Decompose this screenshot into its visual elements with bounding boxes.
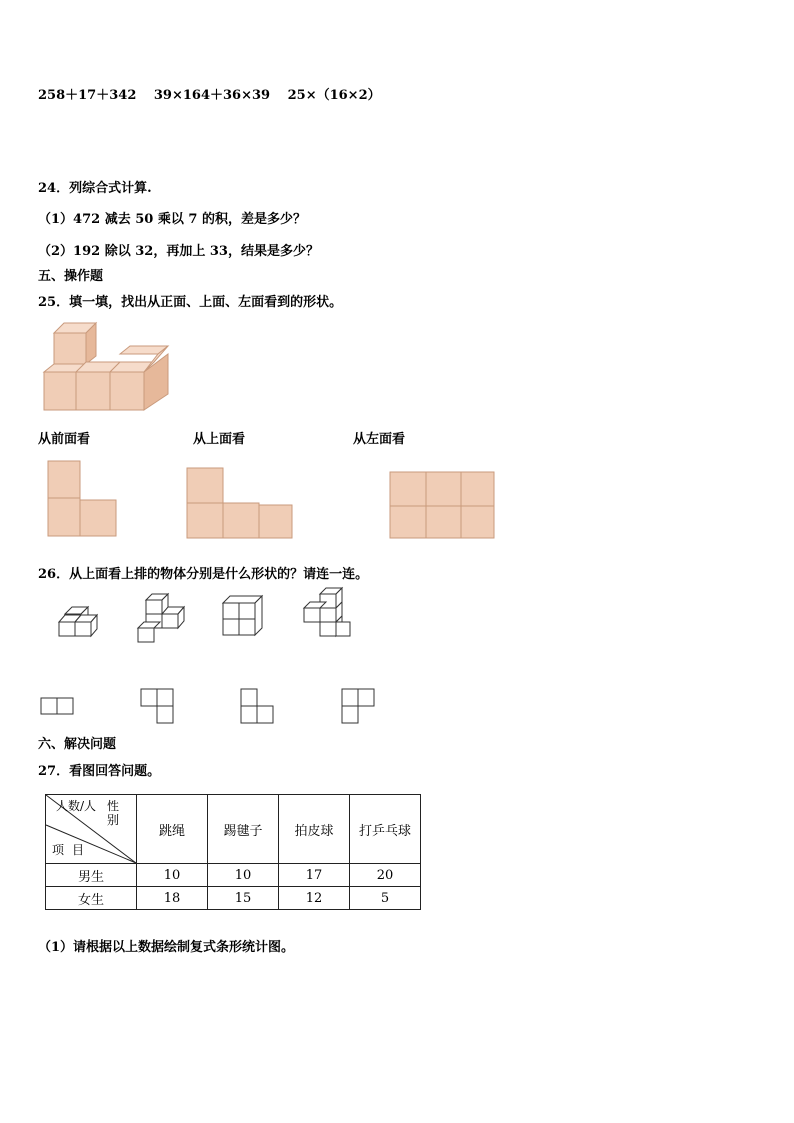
- q27-title: 27．看图回答问题。: [38, 764, 161, 779]
- column-header: 拍皮球: [279, 795, 350, 864]
- q26-title: 26．从上面看上排的物体分别是什么形状的？请连一连。: [38, 567, 369, 582]
- view-front-label: 从前面看: [38, 432, 91, 447]
- table-row: [46, 864, 421, 887]
- table-row: [46, 887, 421, 910]
- row-label: 女生: [46, 887, 137, 910]
- table-cell: 20: [350, 864, 421, 887]
- view-top-label: 从上面看: [193, 432, 246, 447]
- q24-sub1: （1）472 减去 50 乘以 7 的积，差是多少？: [38, 212, 306, 227]
- top-view-option-3: [240, 688, 280, 728]
- cube-stack-figure: [40, 318, 180, 413]
- top-view-option-1: [40, 697, 80, 722]
- left-view-shape: [389, 471, 499, 543]
- table-cell: 15: [208, 887, 279, 910]
- wire-object-3: [218, 594, 278, 644]
- q25-title: 25．填一填，找出从正面、上面、左面看到的形状。: [38, 295, 343, 310]
- wire-object-1: [55, 600, 115, 650]
- table-cell: 18: [137, 887, 208, 910]
- corner-item-label: 项目: [52, 843, 93, 857]
- section6-heading: 六、解决问题: [38, 737, 117, 752]
- wire-object-2: [134, 592, 194, 647]
- table-corner-header: [46, 795, 137, 864]
- column-header: 跳绳: [137, 795, 208, 864]
- column-header: 打乒乓球: [350, 795, 421, 864]
- table-cell: 12: [279, 887, 350, 910]
- calc-line: 258＋17＋342 39×164＋36×39 25×（16×2）: [38, 88, 381, 103]
- q24-sub2: （2）192 除以 32，再加上 33，结果是多少？: [38, 244, 319, 259]
- row-label: 男生: [46, 864, 137, 887]
- top-view-option-2: [140, 688, 180, 728]
- table-cell: 5: [350, 887, 421, 910]
- corner-gender-label: 性别: [106, 799, 119, 827]
- sports-data-table: [45, 794, 421, 910]
- section5-heading: 五、操作题: [38, 269, 104, 284]
- table-cell: 10: [208, 864, 279, 887]
- q27-sub1: （1）请根据以上数据绘制复式条形统计图。: [38, 940, 295, 955]
- wire-object-4: [300, 586, 360, 641]
- view-left-label: 从左面看: [353, 432, 406, 447]
- front-view-shape: [47, 460, 127, 540]
- q24-title: 24．列综合式计算.: [38, 181, 152, 196]
- column-header: 踢毽子: [208, 795, 279, 864]
- top-view-shape: [186, 467, 296, 547]
- table-cell: 17: [279, 864, 350, 887]
- top-view-option-4: [341, 688, 381, 728]
- table-cell: 10: [137, 864, 208, 887]
- corner-people-label: 人数/人: [55, 799, 97, 813]
